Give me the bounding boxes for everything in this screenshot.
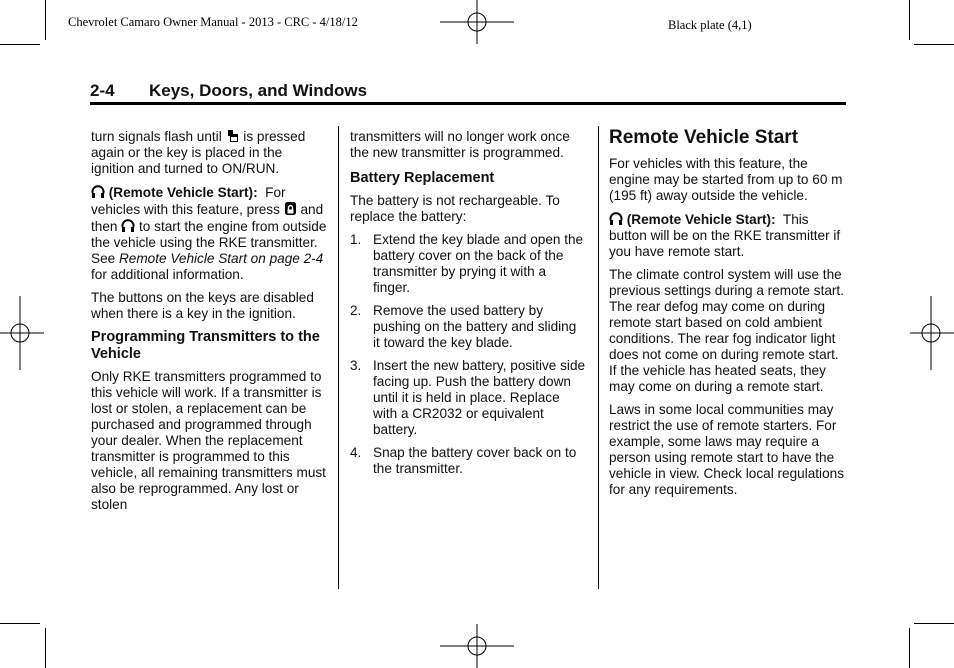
paragraph-remote-button: (Remote Vehicle Start): This button will be on the RKE transmitter if you have remote start. xyxy=(609,212,841,259)
section-heading xyxy=(90,80,846,105)
heading-remote-vehicle-start: Remote Vehicle Start xyxy=(609,127,799,148)
list-item: 4. Snap the battery cover back on to the transmitter. xyxy=(350,445,577,476)
crop-mark-bl-v xyxy=(45,628,46,668)
crop-mark-br-v xyxy=(909,628,910,668)
running-header-right: Black plate (4,1) xyxy=(668,18,752,32)
lock-icon xyxy=(284,201,297,216)
column-divider-1 xyxy=(338,126,339,589)
remote-start-icon xyxy=(91,184,105,199)
list-item: 2. Remove the used battery by pushing on the battery and sliding it toward the key blade. xyxy=(350,303,577,350)
crop-mark-tr-v xyxy=(909,0,910,40)
column-2 xyxy=(350,129,586,484)
column-1 xyxy=(91,129,329,520)
paragraph-local-laws: Laws in some local communities may restrict the use of remote starters. For example, some laws may require a person using remote start to have the vehicle in view. Check local regulations for any requirements. xyxy=(609,402,844,497)
paragraph-battery-intro: The battery is not rechargeable. To replace the battery: xyxy=(350,193,560,224)
section-title: Keys, Doors, and Windows xyxy=(149,81,368,100)
hazard-flasher-icon xyxy=(226,129,240,143)
paragraph-buttons-disabled: The buttons on the keys are disabled when there is a key in the ignition. xyxy=(91,290,314,321)
crop-mark-br-h xyxy=(914,623,954,624)
paragraph-programming: Only RKE transmitters programmed to this vehicle will work. If a transmitter is lost or stolen, a replacement can be purchased and programmed through your dealer. When the replacement transmitter is programmed to this vehicle, all remaining transmitters must also be reprogrammed. Any lost or stolen xyxy=(91,369,326,512)
remote-start-icon xyxy=(609,211,623,226)
crop-mark-bl-h xyxy=(0,623,40,624)
paragraph-continued: transmitters will no longer work once the new transmitter is programmed. xyxy=(350,129,570,160)
registration-mark-bottom xyxy=(440,624,514,668)
crop-mark-tl-h xyxy=(0,44,40,45)
registration-mark-left xyxy=(0,296,44,370)
heading-programming-transmitters: Programming Transmitters to the Vehicle xyxy=(91,329,320,362)
paragraph-remote-intro: For vehicles with this feature, the engine may be started from up to 60 m (195 ft) away outside the vehicle. xyxy=(609,156,843,203)
paragraph-remote-start-intro: (Remote Vehicle Start): For vehicles with this feature, press and then to start the engine from outside the vehicle using the RKE transmitter. See Remote Vehicle Start on page 2-4 for additional information. xyxy=(91,185,327,282)
list-item: 1. Extend the key blade and open the battery cover on the back of the transmitter by prying it with a finger. xyxy=(350,232,584,295)
battery-steps-list xyxy=(350,232,586,477)
remote-start-icon xyxy=(121,218,135,233)
cross-reference-link[interactable]: Remote Vehicle Start on page 2-4 xyxy=(118,251,324,266)
paragraph-climate-control: The climate control system will use the previous settings during a remote start. The rear defog may come on during remote start based on cold ambient conditions. The rear fog indicator light does not come on during remote start. If the vehicle has heated seats, they may come on during a remote start. xyxy=(609,267,844,394)
registration-mark-top xyxy=(440,0,514,44)
heading-battery-replacement: Battery Replacement xyxy=(350,170,495,186)
paragraph-turn-signals: turn signals flash until is pressed again or the key is placed in the ignition and turned to ON/RUN. xyxy=(91,129,306,176)
list-item: 3. Insert the new battery, positive side facing up. Push the battery down until it is held in place. Replace with a CR2032 or equivalent battery. xyxy=(350,358,586,437)
registration-mark-right xyxy=(910,296,954,370)
crop-mark-tl-v xyxy=(45,0,46,40)
crop-mark-tr-h xyxy=(914,44,954,45)
column-divider-2 xyxy=(598,126,599,589)
section-number: 2-4 xyxy=(90,81,115,100)
column-3 xyxy=(609,127,847,505)
running-header-left: Chevrolet Camaro Owner Manual - 2013 - CRC - 4/18/12 xyxy=(68,15,358,29)
